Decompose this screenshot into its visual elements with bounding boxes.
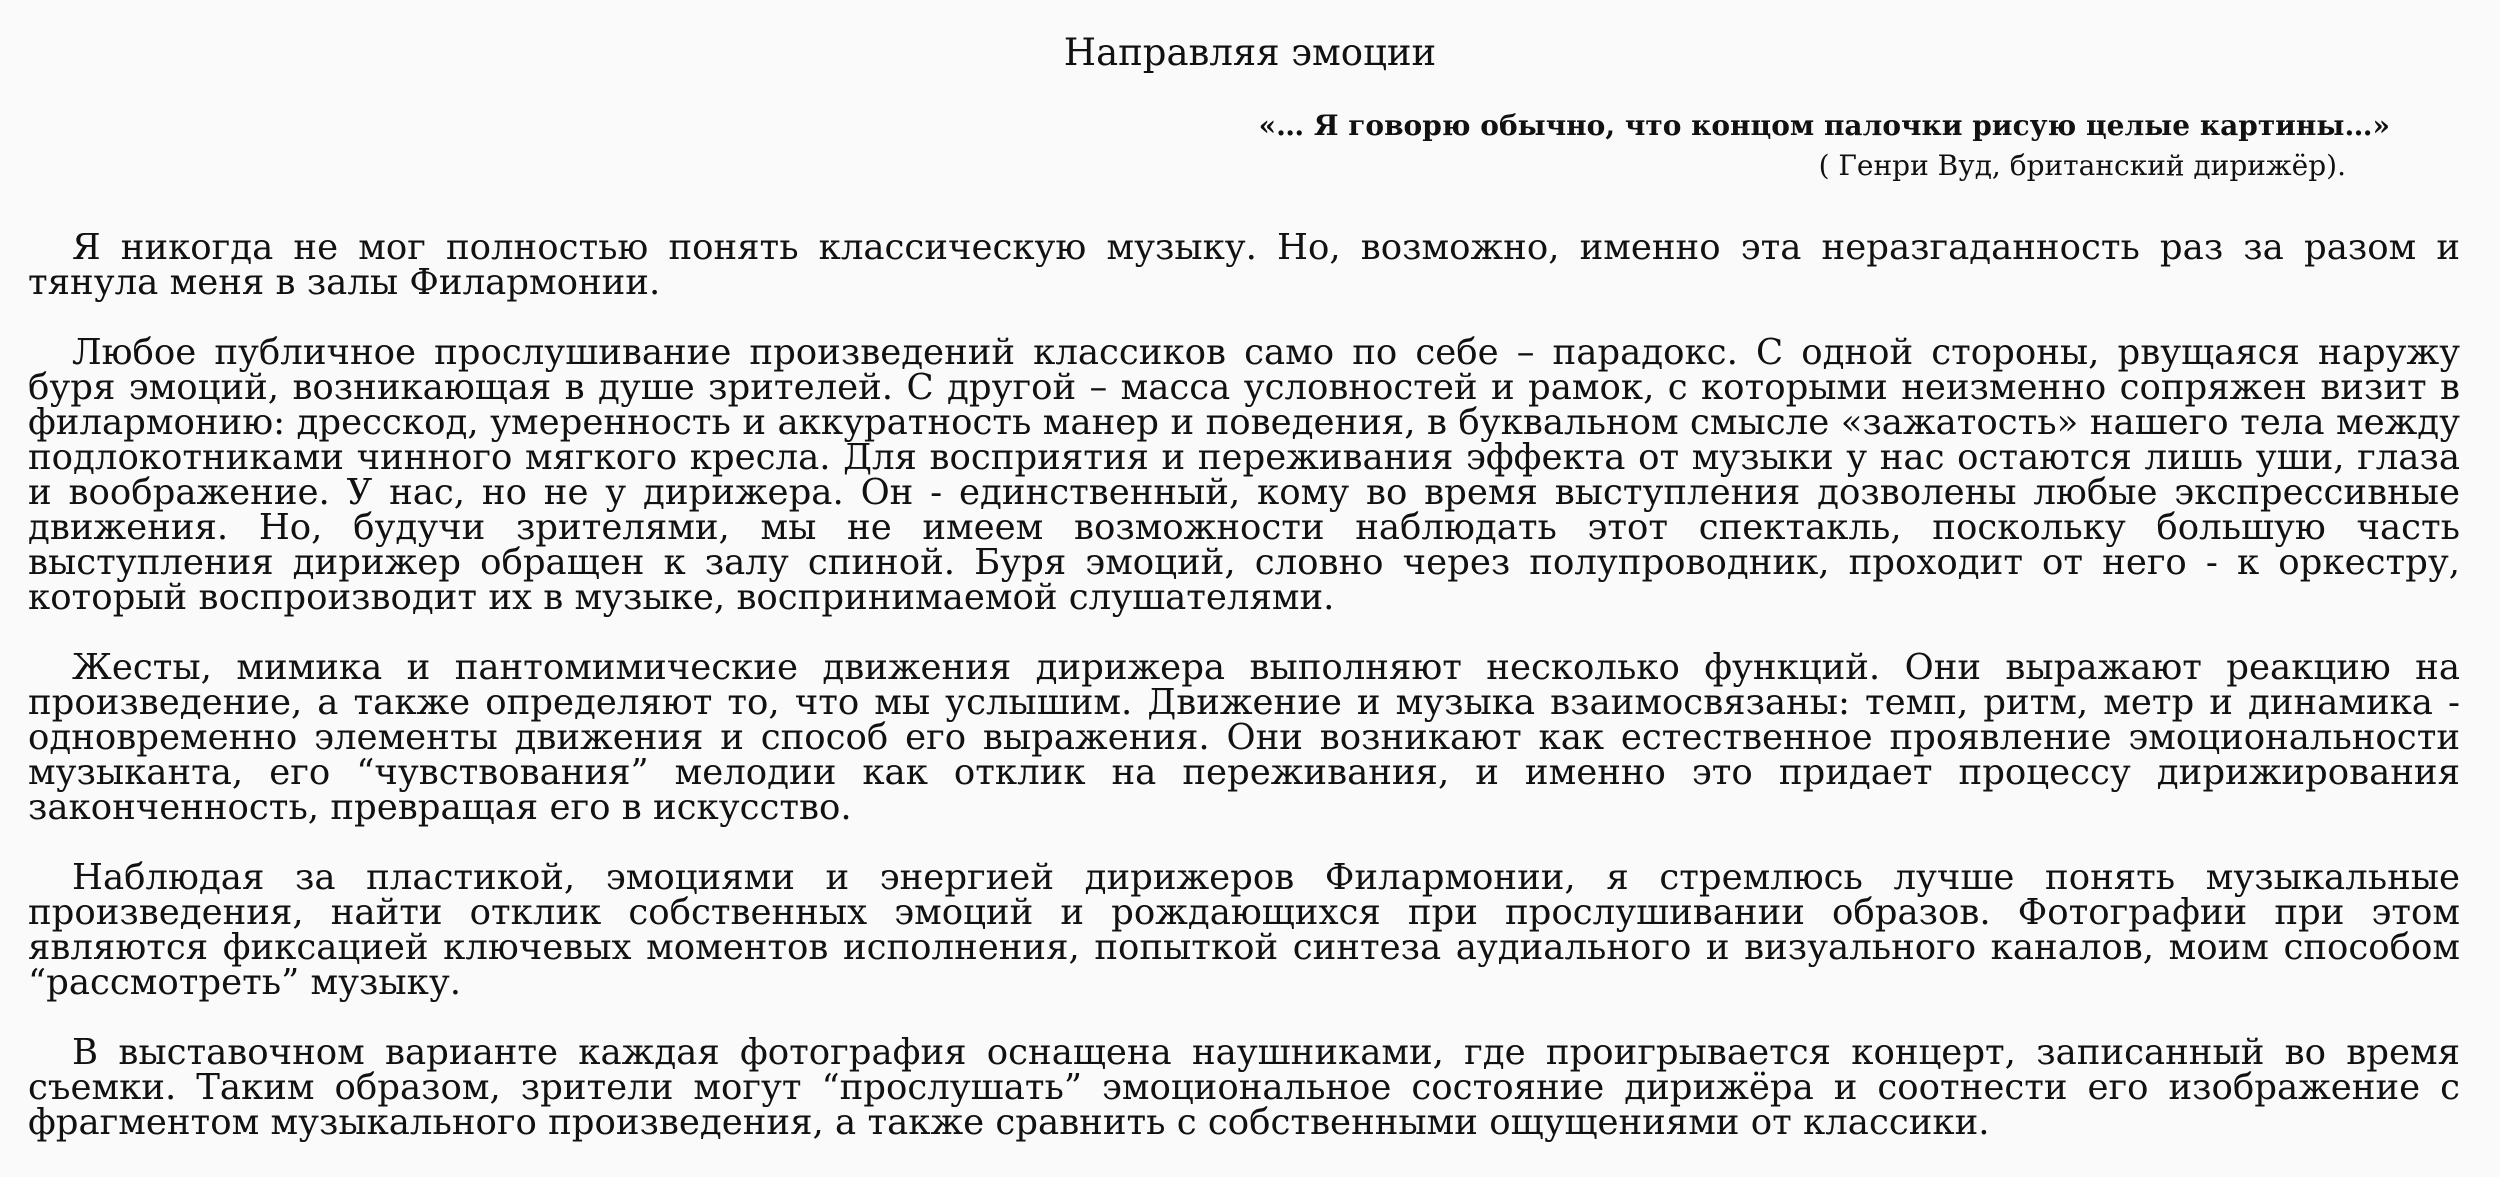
paragraph-1: Я никогда не мог полностью понять классическую музыку. Но, возможно, именно эта неразгаданность раз за разом и тянула меня в залы Филармонии. xyxy=(28,227,2460,303)
epigraph-quote: «… Я говорю обычно, что концом палочки рисую целые картины…» xyxy=(1258,109,2390,142)
paragraph-4: Наблюдая за пластикой, эмоциями и энергией дирижеров Филармонии, я стремлюсь лучше понять музыкальные произведения, найти отклик собственных эмоций и рождающихся при прослушивании образов. Фотографии при этом являются фиксацией ключевых моментов исполнения, попыткой синтеза аудиального и визуального каналов, моим способом “рассмотреть” музыку. xyxy=(28,857,2460,1003)
document-body xyxy=(28,227,2460,1175)
document-title: Направляя эмоции xyxy=(1063,31,1437,74)
paragraph-3: Жесты, мимика и пантомимические движения дирижера выполняют несколько функций. Они выражают реакцию на произведение, а также определяют то, что мы услышим. Движение и музыка взаимосвязаны: темп, ритм, метр и динамика - одновременно элементы движения и способ его выражения. Они возникают как естественное проявление эмоциональности музыканта, его “чувствования” мелодии как отклик на переживания, и именно это придает процессу дирижирования законченность, превращая его в искусство. xyxy=(28,647,2460,828)
paragraph-5: В выставочном варианте каждая фотография оснащена наушниками, где проигрывается концерт, записанный во время съемки. Таким образом, зрители могут “прослушать” эмоциональное состояние дирижёра и соотнести его изображение с фрагментом музыкального произведения, а также сравнить с собственными ощущениями от классики. xyxy=(28,1032,2460,1143)
paragraph-2: Любое публичное прослушивание произведений классиков само по себе – парадокс. С одной стороны, рвущаяся наружу буря эмоций, возникающая в душе зрителей. С другой – масса условностей и рамок, с которыми неизменно сопряжен визит в филармонию: дресскод, умеренность и аккуратность манер и поведения, в буквальном смысле «зажатость» нашего тела между подлокотниками чинного мягкого кресла. Для восприятия и переживания эффекта от музыки у нас остаются лишь уши, глаза и воображение. У нас, но не у дирижера. Он - единственный, кому во время выступления дозволены любые экспрессивные движения. Но, будучи зрителями, мы не имеем возможности наблюдать этот спектакль, поскольку большую часть выступления дирижер обращен к залу спиной. Буря эмоций, словно через полупроводник, проходит от него - к оркестру, который воспроизводит их в музыке, воспринимаемой слушателями. xyxy=(28,332,2460,618)
epigraph-source: ( Генри Вуд, британский дирижёр). xyxy=(1818,149,2346,182)
